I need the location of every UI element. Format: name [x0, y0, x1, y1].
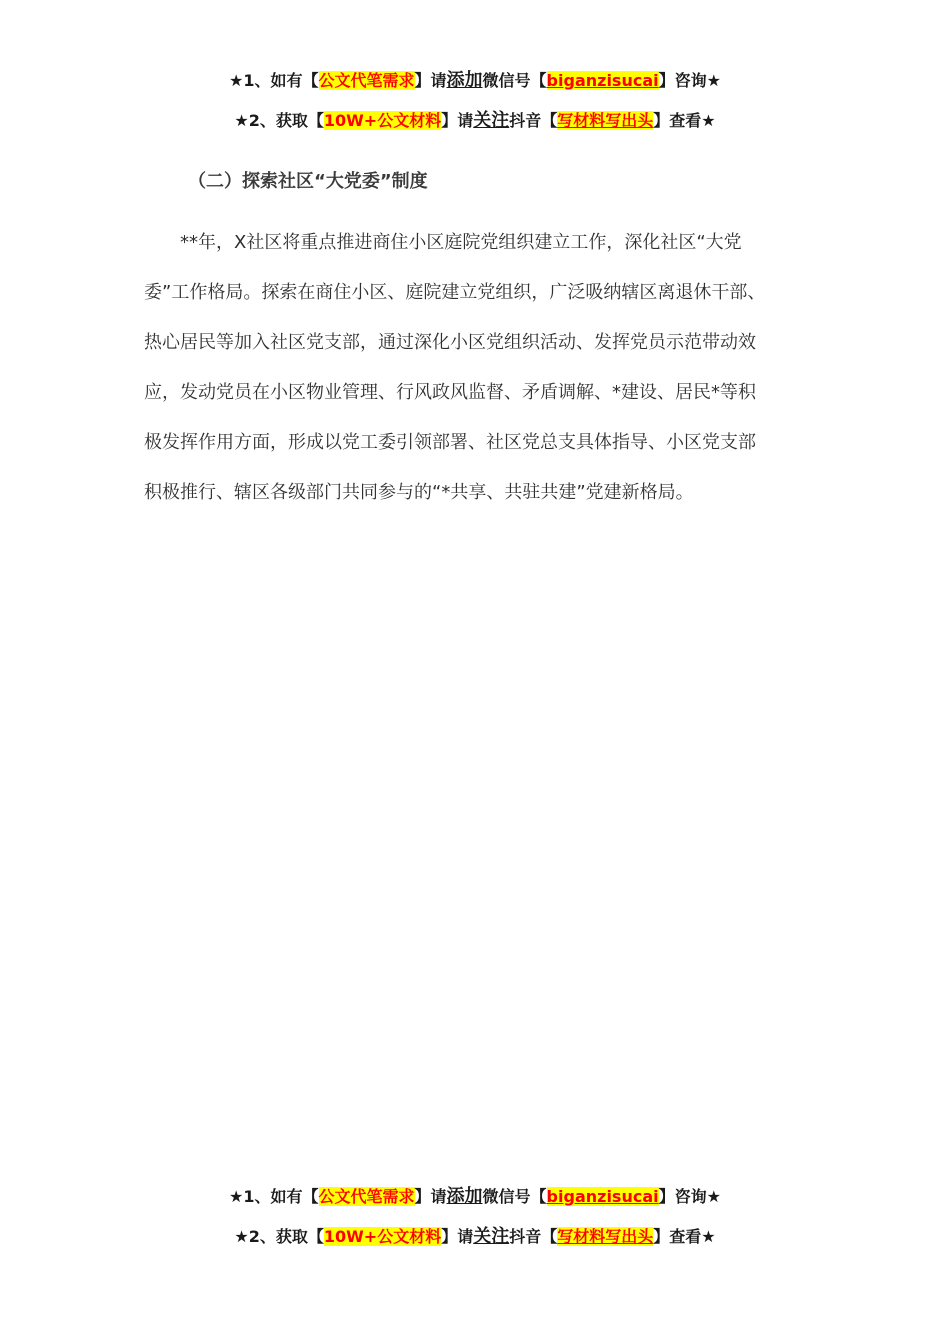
wechat-id-highlight: biganzisucai	[546, 1187, 659, 1206]
promo-text: 】请	[414, 1187, 447, 1206]
promo-prefix: ★1、如有【	[229, 1187, 319, 1206]
promo-text: 】请	[441, 1227, 474, 1246]
promo-line-1-bottom	[0, 1186, 950, 1208]
paragraph-line: **年，X社区将重点推进商住小区庭院党组织建立工作，深化社区“大党	[144, 232, 742, 253]
promo-prefix: ★2、获取【	[234, 1227, 324, 1246]
promo-line-2-top	[0, 110, 950, 132]
promo-prefix: ★1、如有【	[229, 71, 319, 90]
section-heading: （二）探索社区“大党委”制度	[188, 171, 428, 192]
promo-text: 抖音【	[509, 111, 558, 130]
promo-prefix: ★2、获取【	[234, 111, 324, 130]
paragraph-line: 应，发动党员在小区物业管理、行风政风监督、矛盾调解、*建设、居民*等积	[144, 382, 756, 403]
promo-emphasis: 添加	[446, 70, 483, 91]
promo-text: 微信号【	[482, 1187, 547, 1206]
douyin-highlight: 写材料写出头	[557, 1227, 654, 1246]
promo-line-2-bottom	[0, 1226, 950, 1248]
promo-text: 】请	[414, 71, 447, 90]
paragraph-line: 委”工作格局。探索在商住小区、庭院建立党组织，广泛吸纳辖区离退休干部、	[144, 282, 766, 303]
promo-text: 微信号【	[482, 71, 547, 90]
promo-text: 】请	[441, 111, 474, 130]
douyin-highlight: 写材料写出头	[557, 111, 654, 130]
promo-suffix: 】查看★	[653, 111, 716, 130]
promo-highlight: 10W+公文材料	[323, 111, 442, 130]
promo-highlight: 10W+公文材料	[323, 1227, 442, 1246]
wechat-id-highlight: biganzisucai	[546, 71, 659, 90]
promo-highlight: 公文代笔需求	[318, 1187, 415, 1206]
promo-line-1-top	[0, 70, 950, 92]
promo-emphasis: 关注	[473, 1226, 510, 1247]
promo-suffix: 】查看★	[653, 1227, 716, 1246]
paragraph-line: 极发挥作用方面，形成以党工委引领部署、社区党总支具体指导、小区党支部	[144, 432, 756, 453]
promo-suffix: 】咨询★	[658, 1187, 721, 1206]
paragraph-line: 热心居民等加入社区党支部，通过深化小区党组织活动、发挥党员示范带动效	[144, 332, 756, 353]
promo-text: 抖音【	[509, 1227, 558, 1246]
promo-highlight: 公文代笔需求	[318, 71, 415, 90]
paragraph-line: 积极推行、辖区各级部门共同参与的“*共享、共驻共建”党建新格局。	[144, 482, 694, 503]
promo-emphasis: 关注	[473, 110, 510, 131]
promo-emphasis: 添加	[446, 1186, 483, 1207]
body-paragraph	[144, 228, 814, 528]
promo-suffix: 】咨询★	[658, 71, 721, 90]
